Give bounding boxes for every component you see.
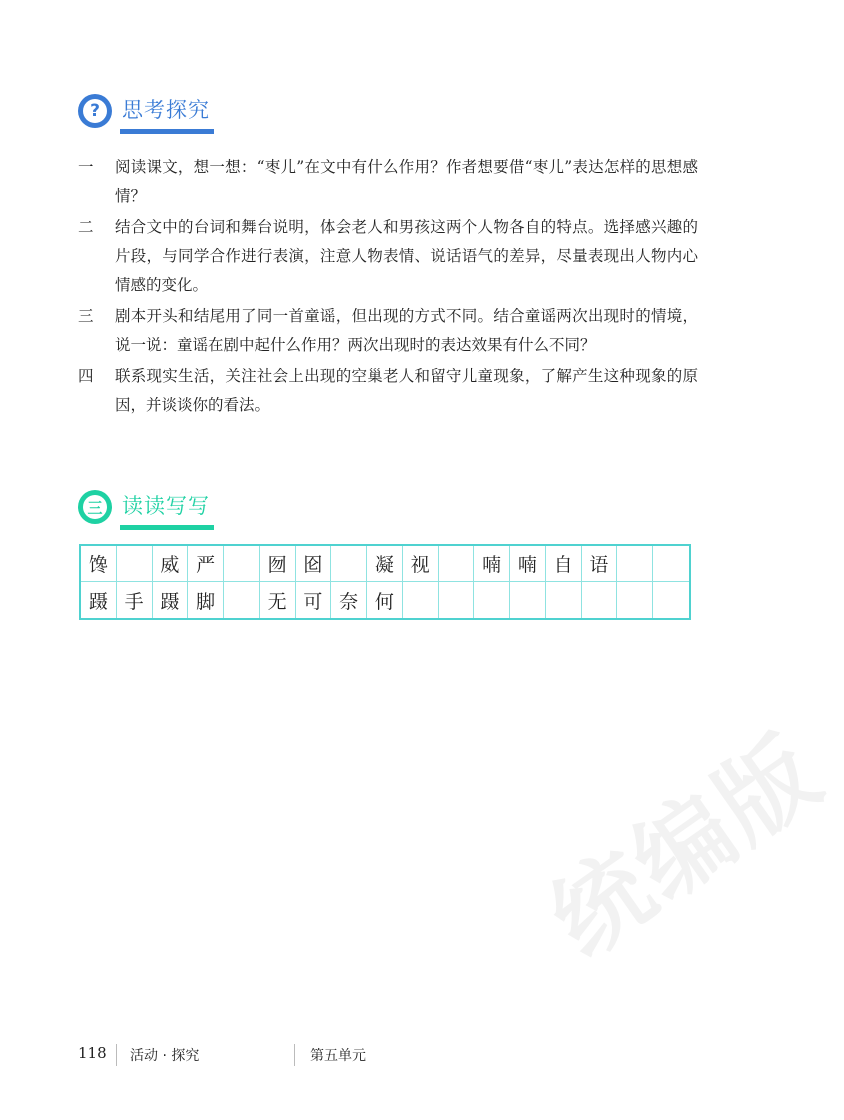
section-title-readwrite: 读读写写 [122, 490, 210, 524]
question-mark-icon: ? [78, 94, 112, 128]
question-item: 三 剧本开头和结尾用了同一首童谣，但出现的方式不同。结合童谣两次出现时的情境，说一说：童谣在剧中起什么作用？两次出现时的表达效果有什么不同？ [78, 307, 698, 354]
page-footer [78, 1042, 718, 1068]
grid-cell: 蹑 [153, 582, 189, 618]
grid-cell [653, 546, 689, 582]
grid-cell: 囵 [296, 546, 332, 582]
grid-cell [117, 546, 153, 582]
footer-unit: 第五单元 [310, 1048, 366, 1064]
grid-cell: 手 [117, 582, 153, 618]
grid-cell: 凝 [367, 546, 403, 582]
grid-cell: 蹑 [81, 582, 117, 618]
section-header-readwrite [78, 490, 210, 524]
grid-cell [403, 582, 439, 618]
grid-cell [474, 582, 510, 618]
grid-cell [617, 546, 653, 582]
grid-cell: 奈 [331, 582, 367, 618]
character-grid [79, 544, 691, 620]
grid-cell [439, 582, 475, 618]
grid-cell [224, 582, 260, 618]
section-title-thinking: 思考探究 [122, 94, 210, 128]
grid-cell: 威 [153, 546, 189, 582]
number-three-icon: 三 [78, 490, 112, 524]
grid-cell: 馋 [81, 546, 117, 582]
watermark: 统编版 [531, 714, 842, 979]
grid-cell [582, 582, 618, 618]
grid-cell: 囫 [260, 546, 296, 582]
grid-cell: 视 [403, 546, 439, 582]
section-header-thinking [78, 94, 210, 128]
grid-cell: 自 [546, 546, 582, 582]
grid-cell [224, 546, 260, 582]
grid-cell [510, 582, 546, 618]
grid-cell [331, 546, 367, 582]
page-number: 118 [78, 1044, 107, 1062]
grid-cell: 可 [296, 582, 332, 618]
grid-cell [617, 582, 653, 618]
grid-cell: 喃 [510, 546, 546, 582]
grid-cell [439, 546, 475, 582]
grid-cell [546, 582, 582, 618]
grid-cell: 语 [582, 546, 618, 582]
grid-cell: 何 [367, 582, 403, 618]
question-item: 一 阅读课文，想一想：“枣儿”在文中有什么作用？作者想要借“枣儿”表达怎样的思想感情？ [78, 158, 698, 205]
grid-cell: 喃 [474, 546, 510, 582]
grid-cell: 严 [188, 546, 224, 582]
grid-cell [653, 582, 689, 618]
grid-cell: 无 [260, 582, 296, 618]
question-item: 二 结合文中的台词和舞台说明，体会老人和男孩这两个人物各自的特点。选择感兴趣的片段，与同学合作进行表演，注意人物表情、说话语气的差异，尽量表现出人物内心情感的变化。 [78, 218, 698, 294]
grid-cell: 脚 [188, 582, 224, 618]
footer-section: 活动 · 探究 [130, 1048, 200, 1064]
question-item: 四 联系现实生活，关注社会上出现的空巢老人和留守儿童现象，了解产生这种现象的原因，并谈谈你的看法。 [78, 367, 698, 414]
question-list [78, 153, 698, 422]
